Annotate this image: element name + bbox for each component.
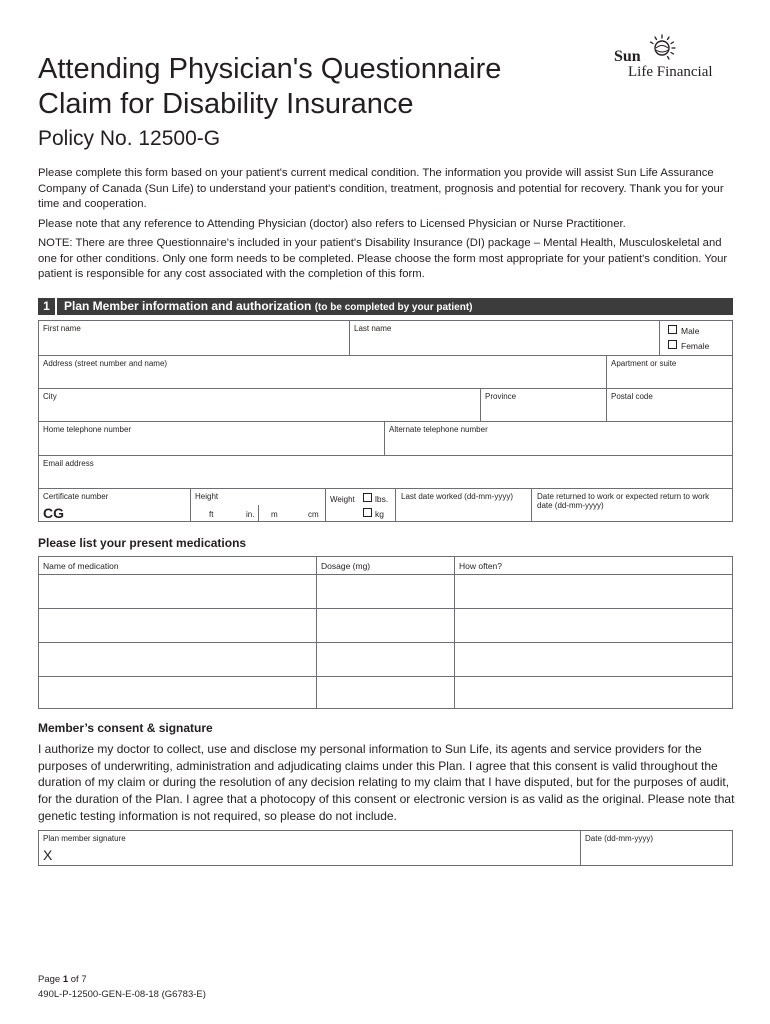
page-number — [38, 974, 87, 985]
return-date-label: Date returned to work or expected return to work date (dd-mm-yyyy) — [537, 492, 710, 510]
lbs-checkbox[interactable] — [363, 493, 372, 502]
home-phone-label: Home telephone number — [43, 425, 132, 434]
certificate-prefix: CG — [43, 505, 64, 521]
certificate-label: Certificate number — [43, 492, 109, 501]
lbs-label: lbs. — [375, 494, 389, 504]
section-1-header — [38, 298, 733, 315]
alternate-phone-field[interactable] — [384, 421, 733, 456]
address-field[interactable] — [38, 355, 607, 389]
title-line-1: Attending Physician's Questionnaire — [38, 53, 502, 85]
alternate-phone-label: Alternate telephone number — [389, 425, 488, 434]
table-row-line-1 — [39, 608, 732, 609]
female-checkbox[interactable] — [668, 340, 677, 349]
male-label: Male — [681, 326, 700, 336]
first-name-label: First name — [43, 324, 81, 333]
home-phone-field[interactable] — [38, 421, 385, 456]
intro-paragraph-1: Please complete this form based on your patient's current medical condition. The information you provide will assist Sun Life Assurance Company of Canada (Sun Life) to understand your patient's condition, treatment, prognosis and potential for recovery. Thank you for your time and cooperation. — [38, 167, 724, 210]
signature-x-mark: X — [43, 847, 53, 863]
section-title — [64, 298, 473, 316]
form-code: 490L-P-12500-GEN-E-08-18 (G6783-E) — [38, 989, 206, 1000]
signature-date-field[interactable] — [580, 830, 733, 866]
email-field[interactable] — [38, 455, 733, 489]
height-ft-unit: ft — [209, 510, 214, 519]
first-name-field[interactable] — [38, 320, 350, 356]
logo-word-life-financial: Life Financial — [628, 64, 713, 80]
intro-paragraph-2: Please note that any reference to Attending Physician (doctor) also refers to Licensed Physician or Nurse Practitioner. — [38, 217, 626, 230]
policy-number: Policy No. 12500-G — [38, 127, 221, 150]
medications-heading: Please list your present medications — [38, 536, 247, 550]
consent-heading: Member’s consent & signature — [38, 721, 213, 735]
medication-dosage-header: Dosage (mg) — [321, 561, 371, 571]
table-header-line — [39, 574, 732, 575]
height-m-unit: m — [271, 510, 278, 519]
male-checkbox[interactable] — [668, 325, 677, 334]
page-suffix: of 7 — [68, 974, 87, 985]
apartment-label: Apartment or suite — [611, 359, 677, 368]
return-date-field[interactable] — [531, 488, 733, 522]
last-name-field[interactable] — [349, 320, 660, 356]
page-current: 1 — [62, 974, 69, 985]
postal-code-field[interactable] — [606, 388, 733, 422]
table-row-line-2 — [39, 642, 732, 643]
city-field[interactable] — [38, 388, 481, 422]
medication-name-header: Name of medication — [43, 561, 119, 571]
weight-label: Weight — [330, 495, 355, 504]
last-date-worked-label: Last date worked (dd-mm-yyyy) — [401, 492, 514, 501]
logo-word-sun: Sun — [614, 48, 641, 65]
page-title — [38, 52, 501, 122]
page-prefix: Page — [38, 974, 63, 985]
table-row-line-3 — [39, 676, 732, 677]
province-label: Province — [485, 392, 517, 401]
signature-field[interactable] — [38, 830, 581, 866]
kg-checkbox[interactable] — [363, 508, 372, 517]
intro-note: NOTE: There are three Questionnaire's included in your patient's Disability Insurance (DI) package – Mental Health, Musculoskeletal and one for other conditions. Only one form needs to be completed. Please choose the form most appropriate for your patient's condition. Your patient is responsible for any cost associated with the completion of this form. — [38, 237, 728, 280]
address-label: Address (street number and name) — [43, 359, 168, 368]
section-number: 1 — [38, 298, 57, 315]
column-divider-1 — [316, 557, 317, 708]
weight-field[interactable] — [325, 488, 396, 522]
postal-code-label: Postal code — [611, 392, 653, 401]
city-label: City — [43, 392, 57, 401]
consent-text: I authorize my doctor to collect, use and disclose my personal information to Sun Life, its agents and service providers for the purposes of underwriting, administration and adjudicating claims under this Plan. I agree that this consent is valid throughout the duration of my claim or during the resolution of any decision relating to my claim that I have disputed, but for the purposes of audit, for the duration of the Plan. I agree that a photocopy of this consent or electronic version is as valid as the original. Please note that genetic testing information is not required, so please do not include. — [38, 742, 735, 823]
sun-burst-logo-icon — [648, 34, 676, 62]
signature-label: Plan member signature — [43, 834, 126, 843]
medication-frequency-header: How often? — [459, 561, 502, 571]
height-in-unit: in. — [246, 510, 255, 519]
height-cm-unit: cm — [308, 510, 319, 519]
sun-life-logo — [614, 34, 736, 82]
intro-text — [38, 166, 738, 287]
height-divider — [258, 505, 259, 522]
height-field[interactable] — [190, 488, 326, 522]
certificate-number-field[interactable] — [38, 488, 191, 522]
column-divider-2 — [454, 557, 455, 708]
medications-table — [38, 556, 733, 709]
section-subtitle: (to be completed by your patient) — [314, 302, 473, 313]
kg-label: kg — [375, 509, 384, 519]
signature-date-label: Date (dd-mm-yyyy) — [585, 834, 654, 843]
apartment-field[interactable] — [606, 355, 733, 389]
email-label: Email address — [43, 459, 94, 468]
last-date-worked-field[interactable] — [395, 488, 532, 522]
height-label: Height — [195, 492, 219, 501]
title-line-2: Claim for Disability Insurance — [38, 88, 414, 120]
province-field[interactable] — [480, 388, 607, 422]
last-name-label: Last name — [354, 324, 392, 333]
section-title-text: Plan Member information and authorization — [64, 299, 312, 313]
female-label: Female — [681, 341, 710, 351]
gender-field — [659, 320, 733, 356]
